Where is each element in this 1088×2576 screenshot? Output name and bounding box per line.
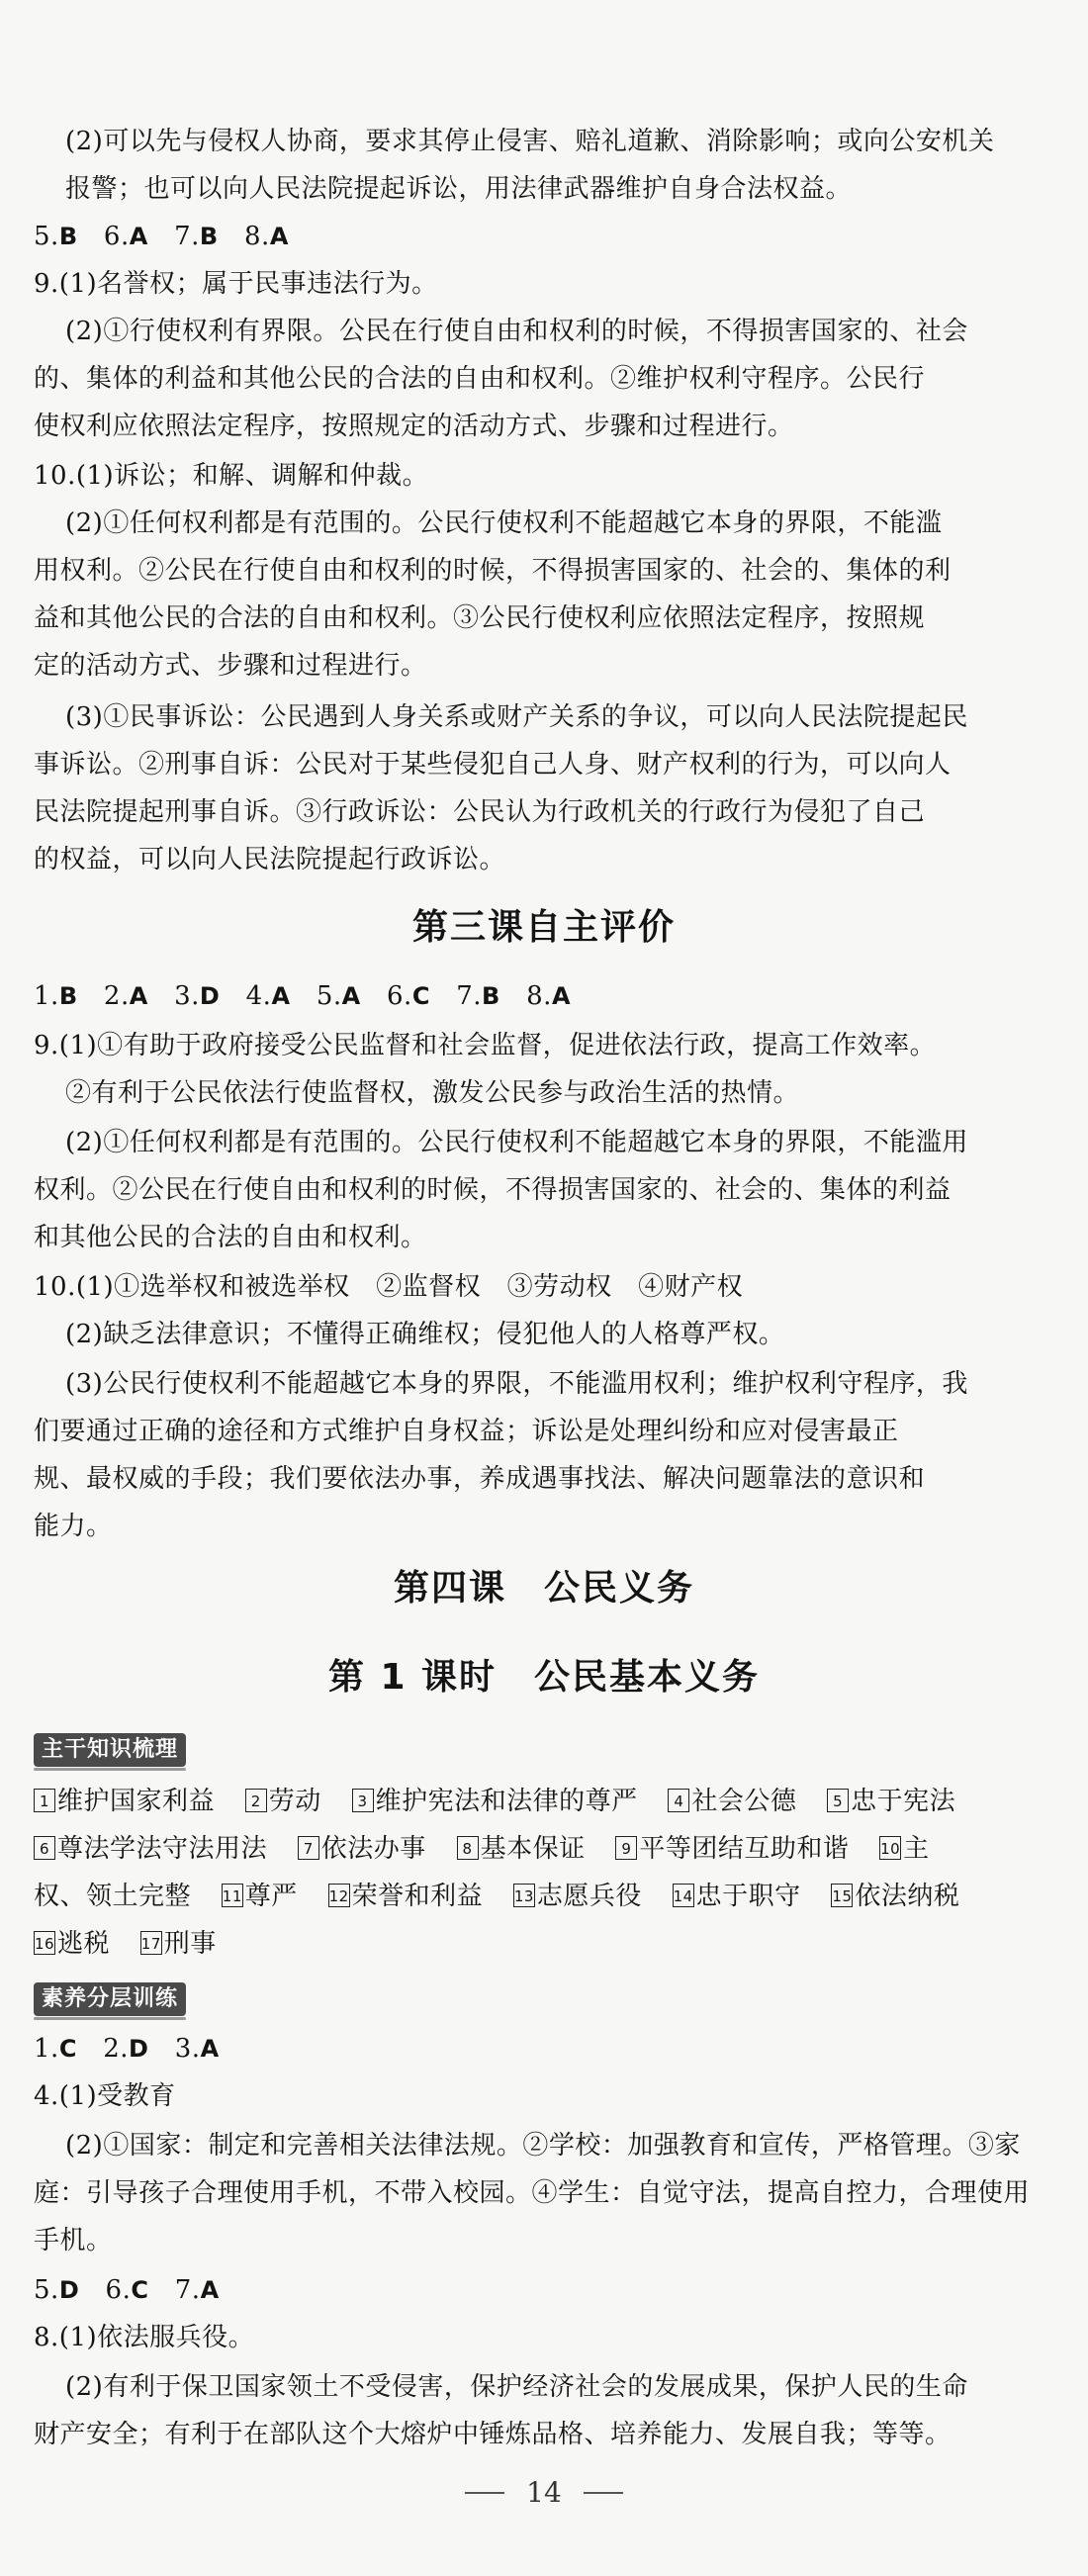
- answer-line: 权利。②公民在行使自由和权利的时候，不得损害国家的、社会的、集体的利益: [34, 1175, 952, 1205]
- answer-line: (3)①民事诉讼：公民遇到人身关系或财产关系的争议，可以向人民法院提起民: [65, 702, 968, 732]
- knowledge-item: 12 荣誉和利益: [328, 1882, 484, 1911]
- knowledge-item: 11 尊严: [222, 1882, 298, 1911]
- mc-answers-5-7: 5.D 6.C 7.A: [34, 2275, 220, 2305]
- number-box: 10: [879, 1836, 901, 1860]
- number-box: 17: [140, 1931, 162, 1955]
- number-box: 9: [615, 1836, 637, 1860]
- number-box: 1: [34, 1789, 55, 1812]
- answer-line: 的、集体的利益和其他公民的合法的自由和权利。②维护权利守程序。公民行: [34, 364, 926, 394]
- answer-line: 们要通过正确的途径和方式维护自身权益；诉讼是处理纠纷和应对侵害最正: [34, 1417, 899, 1446]
- page-number: 14: [0, 2473, 1088, 2513]
- number-box: 11: [222, 1884, 243, 1907]
- answer-line: 9.(1)名誉权；属于民事违法行为。: [34, 269, 438, 299]
- knowledge-item: 14 忠于职守: [673, 1882, 801, 1911]
- answer-line: 民法院提起刑事自诉。③行政诉讼：公民认为行政机关的行政行为侵犯了自己: [34, 797, 926, 827]
- answer-line: 8.(1)依法服兵役。: [34, 2323, 255, 2352]
- answer-line: 定的活动方式、步骤和过程进行。: [34, 651, 427, 681]
- knowledge-item: 6 尊法学法守法用法: [34, 1834, 267, 1864]
- knowledge-line: [34, 1923, 1054, 1965]
- answer-line: ②有利于公民依法行使监督权，激发公民参与政治生活的热情。: [65, 1078, 800, 1108]
- answer-line: (2)①任何权利都是有范围的。公民行使权利不能超越它本身的界限，不能滥用: [65, 1128, 968, 1157]
- knowledge-line: [34, 1876, 1054, 1917]
- number-box: 16: [34, 1931, 55, 1955]
- answer-line: 10.(1)①选举权和被选举权 ②监督权 ③劳动权 ④财产权: [34, 1272, 744, 1302]
- number-box: 6: [34, 1836, 55, 1860]
- answer-line: 规、最权威的手段；我们要依法办事，养成遇事找法、解决问题靠法的意识和: [34, 1464, 926, 1494]
- answer-line: 报警；也可以向人民法院提起诉讼，用法律武器维护自身合法权益。: [65, 174, 853, 204]
- number-box: 15: [831, 1884, 853, 1907]
- dash-left: [465, 2492, 504, 2494]
- knowledge-item: 4 社会公德: [668, 1787, 796, 1816]
- knowledge-item: 7 依法办事: [298, 1834, 426, 1864]
- knowledge-line: [34, 1828, 1054, 1870]
- answer-line: 事诉讼。②刑事自诉：公民对于某些侵犯自己人身、财产权利的行为，可以向人: [34, 750, 952, 780]
- knowledge-item: 2 劳动: [245, 1787, 321, 1816]
- mc-answers-1-8: 1.B 2.A 3.D 4.A 5.A 6.C 7.B 8.A: [34, 981, 572, 1011]
- answer-line: 4.(1)受教育: [34, 2081, 176, 2111]
- training-badge: 素养分层训练: [34, 1982, 186, 2016]
- lesson-title: 第四课 公民义务: [393, 1568, 694, 1609]
- answer-line: 和其他公民的合法的自由和权利。: [34, 1223, 427, 1252]
- answer-line: 用权利。②公民在行使自由和权利的时候，不得损害国家的、社会的、集体的利: [34, 556, 952, 586]
- knowledge-badge: 主干知识梳理: [34, 1733, 186, 1767]
- knowledge-line: [34, 1781, 1054, 1822]
- answer-line: 手机。: [34, 2226, 113, 2255]
- answer-line: 庭：引导孩子合理使用手机，不带入校园。④学生：自觉守法，提高自控力，合理使用: [34, 2178, 1031, 2208]
- answer-line: 10.(1)诉讼；和解、调解和仲裁。: [34, 461, 429, 491]
- number-box: 4: [668, 1789, 689, 1812]
- answer-line: (2)有利于保卫国家领土不受侵害，保护经济社会的发展成果，保护人民的生命: [65, 2372, 968, 2402]
- answer-line: (2)①国家：制定和完善相关法律法规。②学校：加强教育和宣传，严格管理。③家: [65, 2131, 1021, 2161]
- answer-line: 益和其他公民的合法的自由和权利。③公民行使权利应依照法定程序，按照规: [34, 603, 926, 633]
- period-title: 第 1 课时 公民基本义务: [327, 1657, 761, 1698]
- knowledge-item: 17 刑事: [140, 1929, 217, 1959]
- answer-line: (2)可以先与侵权人协商，要求其停止侵害、赔礼道歉、消除影响；或向公安机关: [65, 127, 995, 156]
- answer-line: (2)①任何权利都是有范围的。公民行使权利不能超越它本身的界限，不能滥: [65, 508, 943, 538]
- answer-line: (2)①行使权利有界限。公民在行使自由和权利的时候，不得损害国家的、社会: [65, 317, 968, 346]
- answer-line: 财产安全；有利于在部队这个大熔炉中锤炼品格、培养能力、发展自我；等等。: [34, 2420, 952, 2449]
- knowledge-item: 13 志愿兵役: [513, 1882, 642, 1911]
- answer-line: 使权利应依照法定程序，按照规定的活动方式、步骤和过程进行。: [34, 412, 794, 441]
- knowledge-item: 8 基本保证: [457, 1834, 586, 1864]
- number-box: 3: [352, 1789, 374, 1812]
- section-title: 第三课自主评价: [411, 907, 676, 948]
- mc-answers-5-8: 5.B 6.A 7.B 8.A: [34, 222, 289, 251]
- number-box: 5: [827, 1789, 849, 1812]
- number-box: 8: [457, 1836, 479, 1860]
- number-box: 2: [245, 1789, 267, 1812]
- answer-line: (3)公民行使权利不能超越它本身的界限，不能滥用权利；维护权利守程序，我: [65, 1369, 968, 1399]
- knowledge-item: 5 忠于宪法: [827, 1787, 955, 1816]
- number-box: 13: [513, 1884, 535, 1907]
- mc-answers-1-3: 1.C 2.D 3.A: [34, 2034, 220, 2064]
- answer-line: 能力。: [34, 1512, 113, 1541]
- knowledge-item: 3 维护宪法和法律的尊严: [352, 1787, 638, 1816]
- knowledge-item: 9 平等团结互助和谐: [615, 1834, 849, 1864]
- knowledge-item: 1 维护国家利益: [34, 1787, 215, 1816]
- knowledge-item: 16 逃税: [35, 1929, 111, 1959]
- answer-line: 的权益，可以向人民法院提起行政诉讼。: [34, 845, 506, 874]
- answer-line: (2)缺乏法律意识；不懂得正确维权；侵犯他人的人格尊严权。: [65, 1320, 785, 1349]
- dash-right: [584, 2492, 623, 2494]
- knowledge-item: 15 依法纳税: [832, 1882, 960, 1911]
- number-box: 14: [673, 1884, 694, 1907]
- answer-line: 9.(1)①有助于政府接受公民监督和社会监督，促进依法行政，提高工作效率。: [34, 1031, 937, 1060]
- number-box: 7: [298, 1836, 319, 1860]
- knowledge-item: 权、领土完整: [34, 1882, 192, 1911]
- knowledge-item: 10 主: [880, 1834, 930, 1864]
- number-box: 12: [328, 1884, 350, 1907]
